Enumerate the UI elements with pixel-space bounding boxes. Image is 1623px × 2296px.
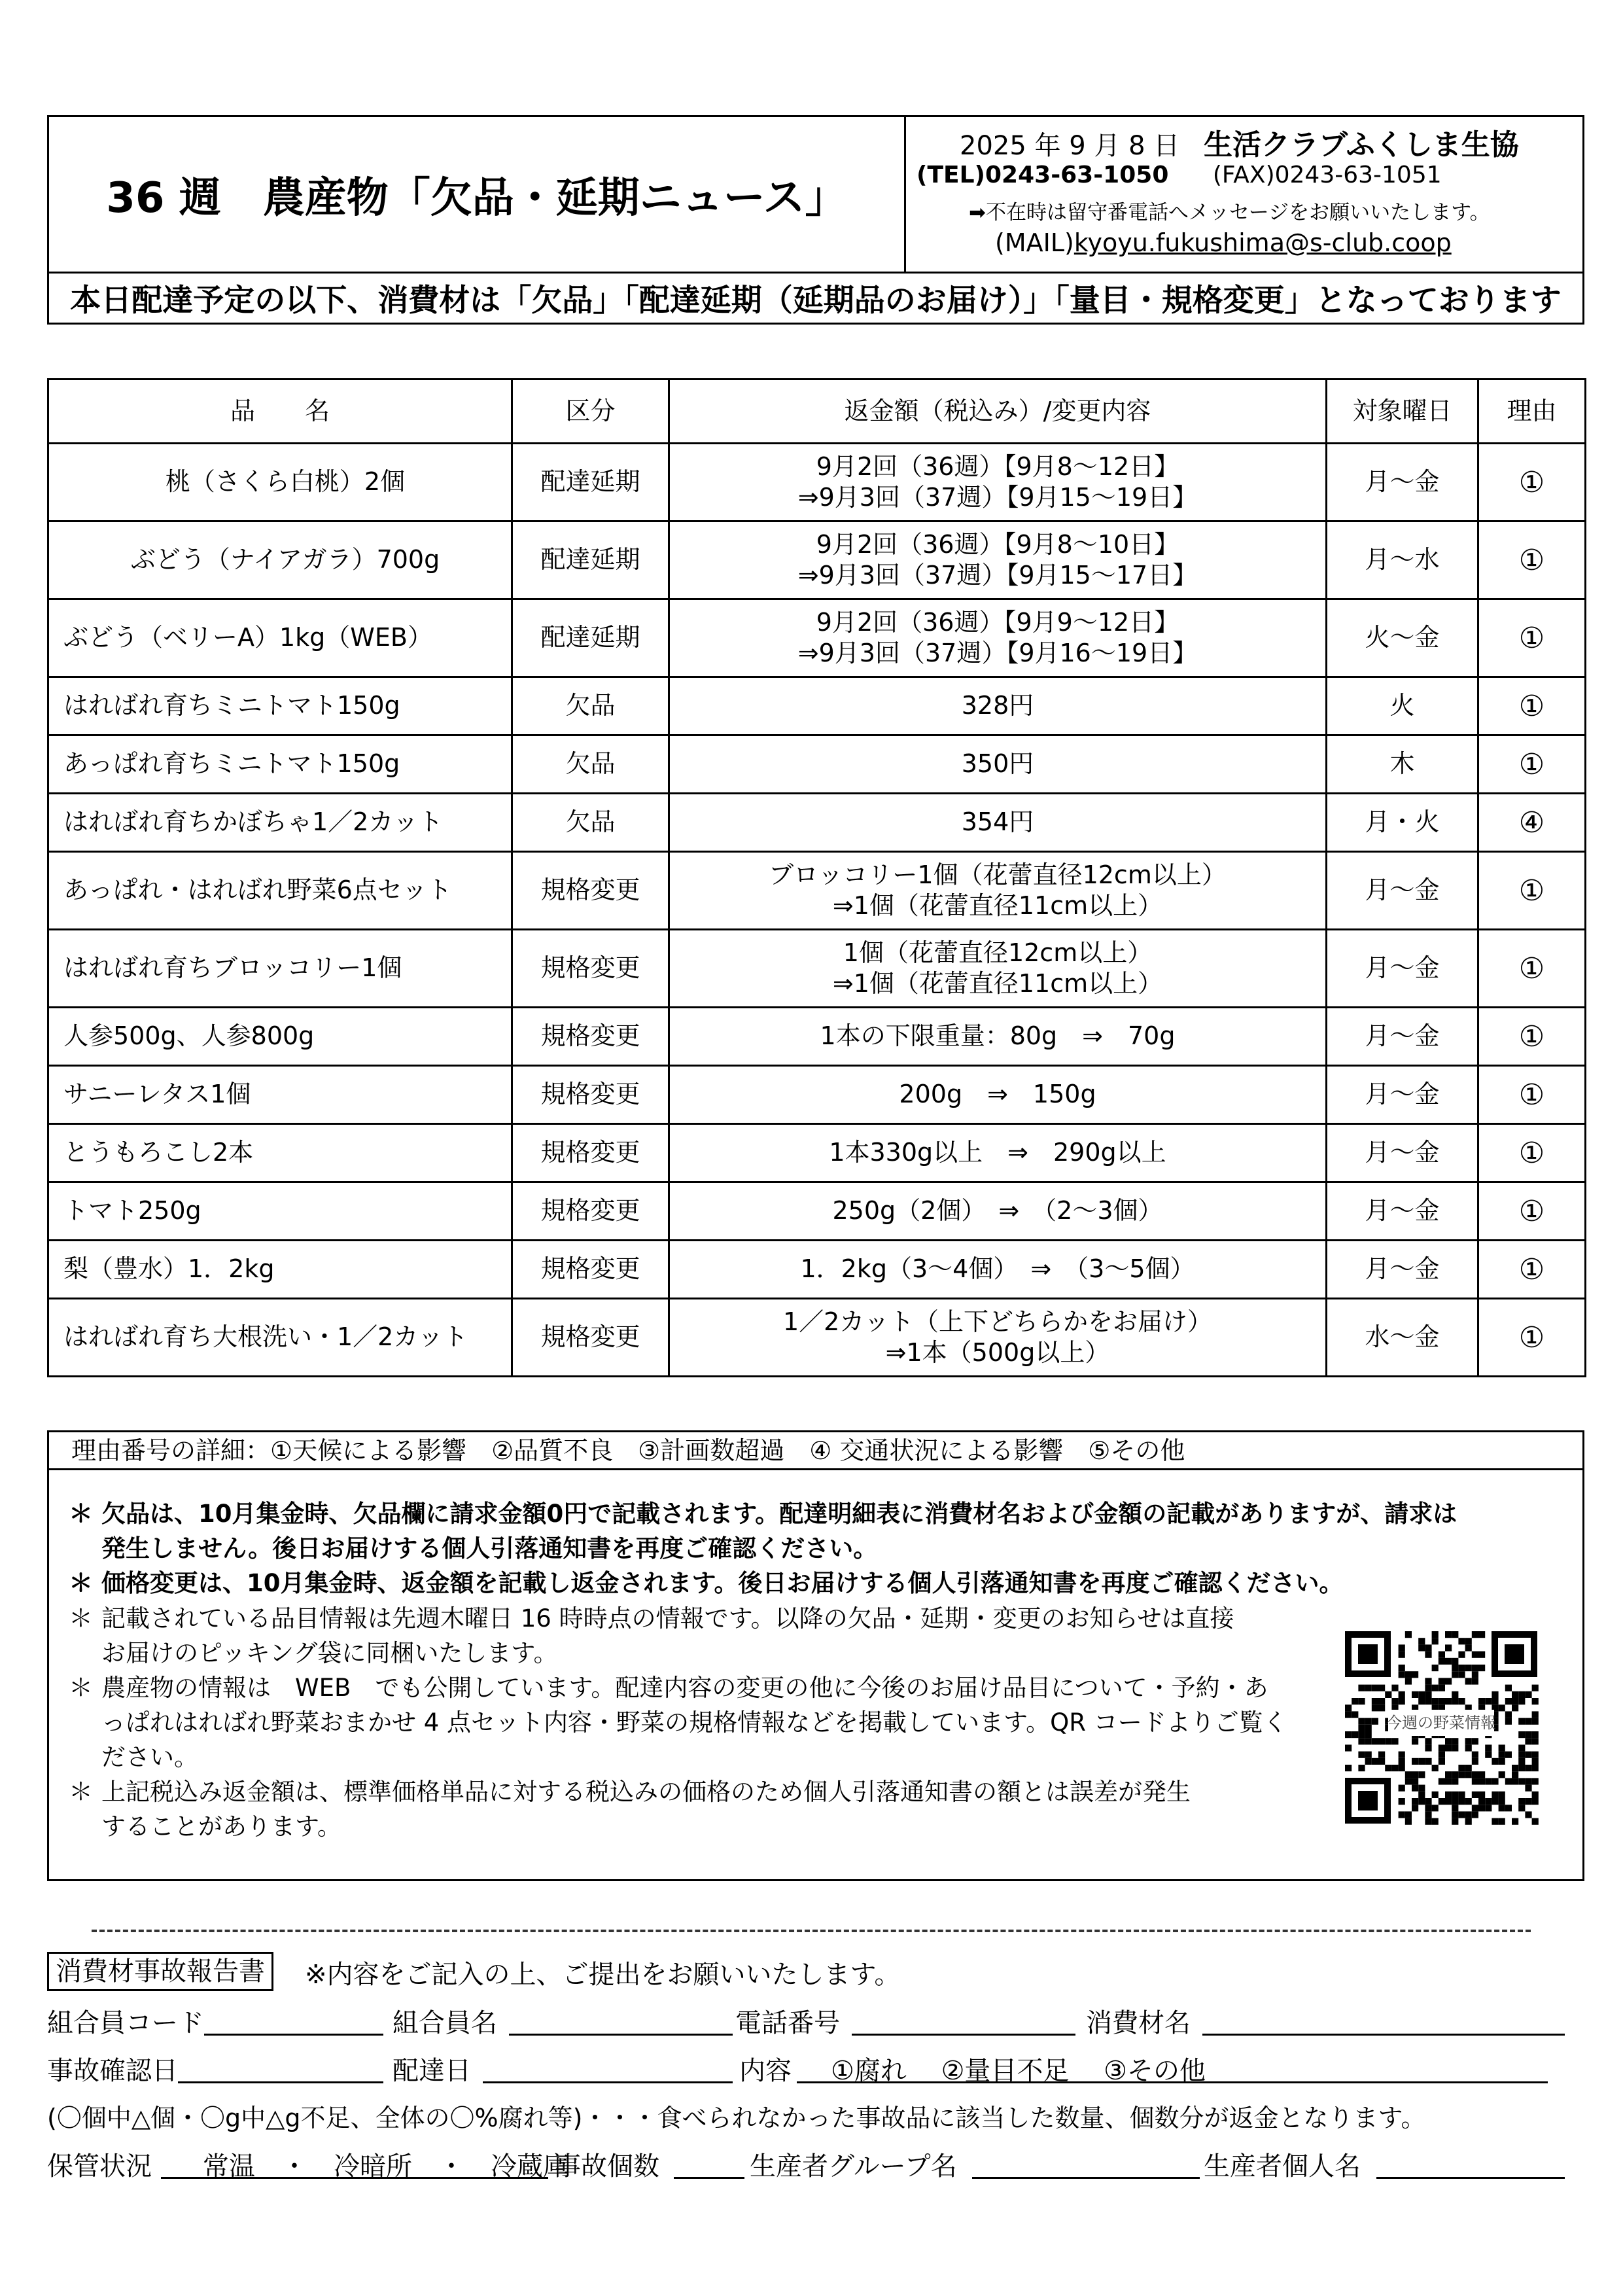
col-header-detail: 返金額（税込み）/変更内容 xyxy=(669,380,1327,444)
item-reason: ① xyxy=(1478,1182,1586,1241)
item-days: 月～金 xyxy=(1327,444,1478,521)
item-days: 月～金 xyxy=(1327,1241,1478,1299)
notice-banner: 本日配達予定の以下、消費材は「欠品」「配達延期（延期品のお届け）」「量目・規格変更」となっております xyxy=(49,272,1582,323)
delivery-date-label: 配達日 xyxy=(393,2056,471,2086)
storage-options[interactable]: 常温 ・ 冷暗所 ・ 冷蔵庫 xyxy=(203,2151,569,2181)
table-row xyxy=(48,794,1586,852)
shortage-table xyxy=(47,378,1586,1377)
item-name: はればれ育ちブロッコリー1個 xyxy=(48,930,512,1008)
item-reason: ① xyxy=(1478,852,1586,930)
report-title: 消費材事故報告書 xyxy=(47,1952,273,1991)
item-reason: ① xyxy=(1478,444,1586,521)
item-name: ぶどう（ナイアガラ）700g xyxy=(48,521,512,599)
table-row xyxy=(48,1066,1586,1124)
item-days: 月～金 xyxy=(1327,852,1478,930)
note-price-change: ＊ 価格変更は、10月集金時、返金額を記載し返金されます。後日お届けする個人引落通知書を再度ご確認ください。 xyxy=(69,1569,1344,1597)
producer-group-field[interactable] xyxy=(972,2177,1200,2179)
table-row xyxy=(48,1299,1586,1377)
col-header-days: 対象曜日 xyxy=(1327,380,1478,444)
item-detail: 328円 xyxy=(669,677,1327,735)
table-header-row xyxy=(48,380,1586,444)
content-field[interactable] xyxy=(797,2081,1548,2083)
item-type: 規格変更 xyxy=(512,1124,669,1182)
item-detail: 1．2kg（3～4個） ⇒ （3～5個） xyxy=(669,1241,1327,1299)
mail-label: (MAIL) xyxy=(995,228,1074,257)
report-instruction: ※内容をご記入の上、ご提出をお願いいたします。 xyxy=(305,1960,901,1990)
item-reason: ① xyxy=(1478,599,1586,677)
issue-date: 2025 年 9 月 8 日 xyxy=(960,131,1180,161)
col-header-reason: 理由 xyxy=(1478,380,1586,444)
item-name-field[interactable] xyxy=(1202,2034,1565,2036)
item-reason: ① xyxy=(1478,1066,1586,1124)
item-days: 月・火 xyxy=(1327,794,1478,852)
item-detail: 1本の下限重量：80g ⇒ 70g xyxy=(669,1008,1327,1066)
item-type: 規格変更 xyxy=(512,930,669,1008)
item-type: 規格変更 xyxy=(512,1008,669,1066)
item-detail: 9月2回（36週）【9月9～12日】 ⇒9月3回（37週）【9月16～19日】 xyxy=(669,599,1327,677)
reason-legend: 理由番号の詳細：①天候による影響 ②品質不良 ③計画数超過 ④ 交通状況による影響 ⑤その他 xyxy=(49,1432,1582,1470)
page-title: 36 週 農産物「欠品・延期ニュース」 xyxy=(49,117,906,272)
item-reason: ① xyxy=(1478,930,1586,1008)
table-row xyxy=(48,852,1586,930)
table-row xyxy=(48,444,1586,521)
item-type: 欠品 xyxy=(512,677,669,735)
note-info-timing: ＊ 記載されている品目情報は先週木曜日 16 時時点の情報です。以降の欠品・延期・変更のお知らせは直接 お届けのピッキング袋に同梱いたします。 xyxy=(69,1604,1234,1667)
table-row xyxy=(48,521,1586,599)
item-name: ぶどう（ベリーA）1kg（WEB） xyxy=(48,599,512,677)
item-type: 配達延期 xyxy=(512,444,669,521)
item-name: はればれ育ちミニトマト150g xyxy=(48,677,512,735)
accident-count-label: 事故個数 xyxy=(555,2151,659,2181)
item-detail: 1／2カット（上下どちらかをお届け） ⇒1本（500g以上） xyxy=(669,1299,1327,1377)
item-type: 規格変更 xyxy=(512,1299,669,1377)
delivery-date-field[interactable] xyxy=(483,2081,733,2083)
item-name: とうもろこし2本 xyxy=(48,1124,512,1182)
table-row xyxy=(48,1008,1586,1066)
item-days: 月～金 xyxy=(1327,1124,1478,1182)
item-days: 月～金 xyxy=(1327,1066,1478,1124)
producer-group-label: 生産者グループ名 xyxy=(750,2151,957,2181)
phone-field[interactable] xyxy=(852,2034,1075,2036)
member-name-field[interactable] xyxy=(509,2034,733,2036)
item-days: 月～金 xyxy=(1327,1182,1478,1241)
item-name: トマト250g xyxy=(48,1182,512,1241)
accident-count-field[interactable] xyxy=(674,2177,744,2179)
table-row xyxy=(48,677,1586,735)
item-name: サニーレタス1個 xyxy=(48,1066,512,1124)
member-code-field[interactable] xyxy=(204,2034,383,2036)
item-name: あっぱれ育ちミニトマト150g xyxy=(48,735,512,794)
item-name: 人参500g、人参800g xyxy=(48,1008,512,1066)
explain-text: (〇個中△個・〇g中△g不足、全体の〇%腐れ等)・・・食べられなかった事故品に該当した数量、個数分が返金となります。 xyxy=(47,2104,1426,2132)
item-reason: ① xyxy=(1478,1124,1586,1182)
confirm-date-field[interactable] xyxy=(178,2081,383,2083)
note-shortage: ＊ 欠品は、10月集金時、欠品欄に請求金額0円で記載されます。配達明細表に消費材名および金額の記載がありますが、請求は 発生しません。後日お届けする個人引落通知書を再度ご確認ください。 xyxy=(69,1500,1457,1563)
item-days: 木 xyxy=(1327,735,1478,794)
item-days: 火 xyxy=(1327,677,1478,735)
item-reason: ① xyxy=(1478,677,1586,735)
item-name-label: 消費材名 xyxy=(1086,2008,1191,2038)
item-type: 配達延期 xyxy=(512,521,669,599)
item-days: 月～水 xyxy=(1327,521,1478,599)
mail-address[interactable]: kyoyu.fukushima@s-club.coop xyxy=(1073,228,1452,257)
item-reason: ① xyxy=(1478,1299,1586,1377)
item-name: はればれ育ちかぼちゃ1／2カット xyxy=(48,794,512,852)
item-detail: 350円 xyxy=(669,735,1327,794)
item-type: 規格変更 xyxy=(512,1066,669,1124)
item-reason: ① xyxy=(1478,735,1586,794)
table-row xyxy=(48,930,1586,1008)
phone-label: 電話番号 xyxy=(735,2008,840,2038)
content-label: 内容 xyxy=(739,2056,792,2086)
item-detail: 1個（花蕾直径12cm以上） ⇒1個（花蕾直径11cm以上） xyxy=(669,930,1327,1008)
member-code-label: 組合員コード xyxy=(47,2008,204,2038)
absence-note: ➡不在時は留守番電話へメッセージをお願いいたします。 xyxy=(969,201,1490,224)
item-type: 欠品 xyxy=(512,735,669,794)
qr-code-icon xyxy=(1342,1629,1540,1826)
item-detail: ブロッコリー1個（花蕾直径12cm以上） ⇒1個（花蕾直径11cm以上） xyxy=(669,852,1327,930)
item-reason: ① xyxy=(1478,1008,1586,1066)
item-type: 欠品 xyxy=(512,794,669,852)
qr-code[interactable] xyxy=(1342,1629,1540,1826)
item-type: 規格変更 xyxy=(512,1241,669,1299)
table-row xyxy=(48,599,1586,677)
item-name: 桃（さくら白桃）2個 xyxy=(48,444,512,521)
storage-label: 保管状況 xyxy=(47,2151,152,2181)
content-options[interactable]: ①腐れ ②量目不足 ③その他 xyxy=(831,2056,1206,2086)
member-name-label: 組合員名 xyxy=(393,2008,497,2038)
item-detail: 250g（2個） ⇒ （2～3個） xyxy=(669,1182,1327,1241)
table-row xyxy=(48,1182,1586,1241)
item-detail: 1本330g以上 ⇒ 290g以上 xyxy=(669,1124,1327,1182)
col-header-name: 品 名 xyxy=(48,380,512,444)
item-detail: 9月2回（36週）【9月8～10日】 ⇒9月3回（37週）【9月15～17日】 xyxy=(669,521,1327,599)
item-type: 規格変更 xyxy=(512,1182,669,1241)
note-refund-diff: ＊ 上記税込み返金額は、標準価格単品に対する税込みの価格のため個人引落通知書の額とは誤差が発生 することがあります。 xyxy=(69,1778,1191,1841)
item-days: 月～金 xyxy=(1327,1008,1478,1066)
item-type: 配達延期 xyxy=(512,599,669,677)
table-row xyxy=(48,735,1586,794)
organization-name: 生活クラブふくしま生協 xyxy=(1204,128,1519,162)
item-days: 火～金 xyxy=(1327,599,1478,677)
header-box xyxy=(47,115,1584,325)
confirm-date-label: 事故確認日 xyxy=(47,2056,178,2086)
item-detail: 354円 xyxy=(669,794,1327,852)
table-row xyxy=(48,1241,1586,1299)
item-reason: ① xyxy=(1478,521,1586,599)
item-name: あっぱれ・はればれ野菜6点セット xyxy=(48,852,512,930)
item-name: はればれ育ち大根洗い・1／2カット xyxy=(48,1299,512,1377)
item-reason: ④ xyxy=(1478,794,1586,852)
table-row xyxy=(48,1124,1586,1182)
item-detail: 9月2回（36週）【9月8～12日】 ⇒9月3回（37週）【9月15～19日】 xyxy=(669,444,1327,521)
fax-number: (FAX)0243-63-1051 xyxy=(1212,162,1442,188)
item-reason: ① xyxy=(1478,1241,1586,1299)
item-detail: 200g ⇒ 150g xyxy=(669,1066,1327,1124)
qr-caption: 今週の野菜情報 xyxy=(1386,1714,1496,1732)
header-info xyxy=(906,117,1582,272)
item-name: 梨（豊水）1．2kg xyxy=(48,1241,512,1299)
cut-line xyxy=(92,1930,1531,1932)
note-web-info: ＊ 農産物の情報は WEB でも公開しています。配達内容の変更の他に今後のお届け品目について・予約・あ っぱれはればれ野菜おまかせ 4 点セット内容・野菜の規格情報などを掲載しています。QR コードよりご覧く ださい。 xyxy=(69,1674,1287,1771)
storage-field[interactable] xyxy=(161,2177,548,2179)
item-days: 月～金 xyxy=(1327,930,1478,1008)
item-type: 規格変更 xyxy=(512,852,669,930)
producer-name-field[interactable] xyxy=(1376,2177,1565,2179)
item-days: 水～金 xyxy=(1327,1299,1478,1377)
col-header-type: 区分 xyxy=(512,380,669,444)
producer-name-label: 生産者個人名 xyxy=(1204,2151,1361,2181)
tel-number: (TEL)0243-63-1050 xyxy=(916,162,1169,188)
